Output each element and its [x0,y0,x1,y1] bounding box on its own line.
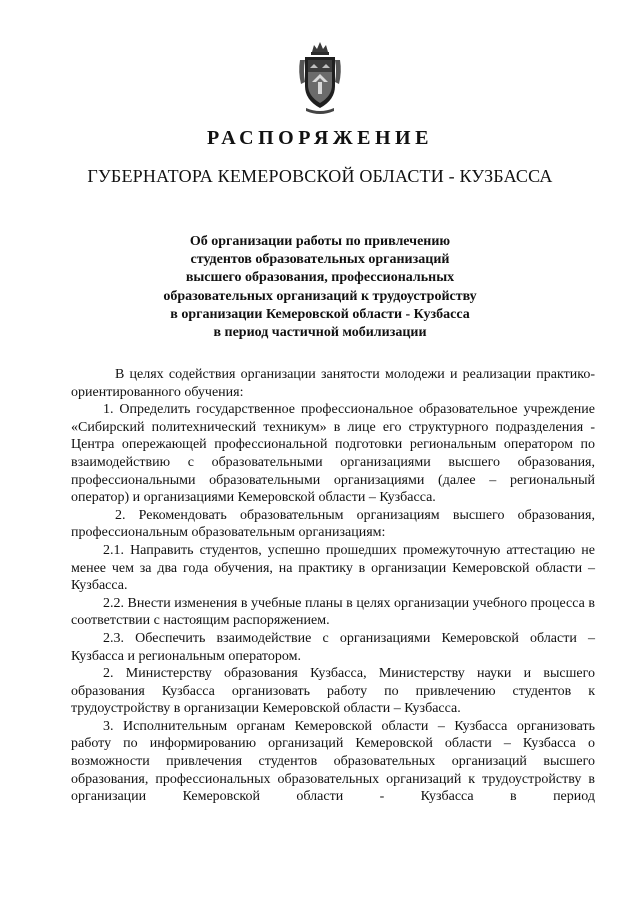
clause-paragraph: 2. Рекомендовать образовательным организациям высшего образования, профессиональным образовательным организациям: [71,507,595,541]
subject-line: в организации Кемеровской области - Кузбасса [170,306,470,322]
subject-line: Об организации работы по привлечению [189,234,451,249]
preamble-paragraph: В целях содействия организации занятости молодежи и реализации практико-ориентированного обучения: [71,367,595,400]
document-body [71,366,595,806]
clause-paragraph: 2.3. Обеспечить взаимодействие с организациями Кемеровской области – Кузбасса и региональным оператором. [71,630,595,664]
coat-of-arms-icon [296,38,344,116]
clause-paragraph: 2.1. Направить студентов, успешно прошедших промежуточную аттестацию не менее чем за два года обучения, на практику в организации Кемеровской области – Кузбасса. [71,542,595,594]
clause-paragraph: 2. Министерству образования Кузбасса, Министерству науки и высшего образования Кузбасса организовать работу по привлечению студентов к трудоустройству в организации Кемеровской области – Кузбасса. [71,666,595,717]
clause-paragraph: 2.2. Внести изменения в учебные планы в целях организации учебного процесса в соответствии с настоящим распоряжением. [71,595,595,629]
subject-line: образовательных организаций к трудоустройству [163,288,477,304]
clause-paragraph: 3. Исполнительным органам Кемеровской области – Кузбасса организовать работу по информированию организаций Кемеровской области – Кузбасса о возможности привлечения студентов образовательных организаций высшего образования, профессиональных образовательных организаций к трудоустройству в организации Кемеровской области - Кузбасса в период [71,718,595,805]
issuer-title: ГУБЕРНАТОРА КЕМЕРОВСКОЙ ОБЛАСТИ - КУЗБАССА [87,166,553,186]
document-type-title: РАСПОРЯЖЕНИЕ [207,127,433,149]
subject-line: студентов образовательных организаций [190,252,450,268]
document-subject [120,233,520,342]
clause-paragraph: 1. Определить государственное профессиональное образовательное учреждение «Сибирский политехнический техникум» в лице его структурного подразделения - Центра опережающей профессиональной подготовки региональным оператором по взаимодействию с образовательными организациями высшего образования, профессиональными образовательными организациями (далее – региональный оператор) и организациями Кемеровской области – Кузбасса. [71,402,595,506]
subject-line: в период частичной мобилизации [213,325,427,341]
subject-line: высшего образования, профессиональных [185,270,455,286]
